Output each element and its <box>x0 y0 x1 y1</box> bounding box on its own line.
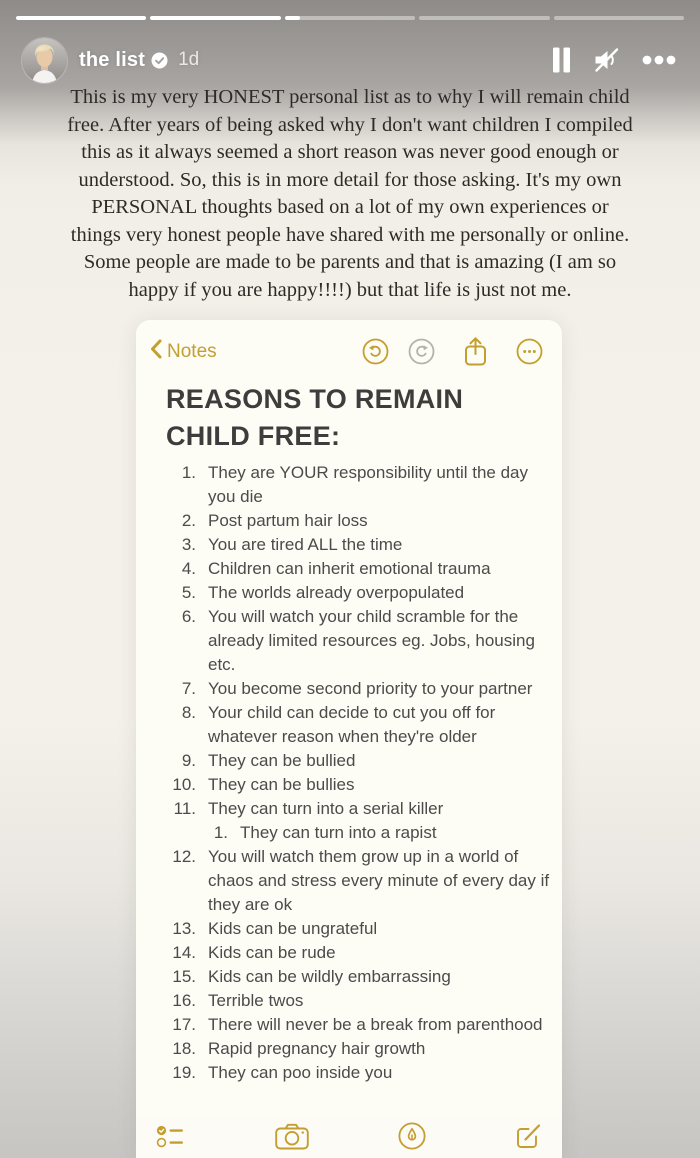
undo-icon[interactable] <box>362 338 389 365</box>
progress-segment <box>285 16 415 20</box>
share-icon[interactable] <box>463 336 488 367</box>
list-item <box>136 605 562 677</box>
list-item <box>136 773 562 797</box>
story-header <box>22 37 676 83</box>
compose-icon[interactable] <box>514 1122 542 1150</box>
list-item-number: 7. <box>181 679 196 698</box>
list-item <box>136 749 562 773</box>
camera-icon[interactable] <box>275 1123 309 1150</box>
list-item-number: 6. <box>181 607 196 626</box>
list-item-text: They can be bullied <box>208 751 356 770</box>
list-item-text: Kids can be rude <box>208 943 336 962</box>
list-item <box>136 941 562 965</box>
list-item-text: Terrible twos <box>208 991 304 1010</box>
list-item-text: They can turn into a serial killer <box>208 799 444 818</box>
list-item-number: 8. <box>181 703 196 722</box>
list-item <box>136 701 562 749</box>
list-item <box>136 845 562 917</box>
note-title: REASONS TO REMAIN CHILD FREE: <box>166 384 464 451</box>
progress-segment <box>16 16 146 20</box>
list-item-text: Your child can decide to cut you off for whatever reason when they're older <box>208 703 496 746</box>
list-item-number: 1. <box>181 463 196 482</box>
list-item-text: You will watch them grow up in a world of chaos and stress every minute of every day if they are ok <box>208 847 550 914</box>
list-item-text: Kids can be ungrateful <box>208 919 378 938</box>
notes-back-label: Notes <box>167 340 217 362</box>
list-item <box>136 533 562 557</box>
list-item-number: 14. <box>172 943 196 962</box>
note-editable-content[interactable] <box>136 367 562 1118</box>
list-item-text: You become second priority to your partner <box>208 679 533 698</box>
list-item-text: Children can inherit emotional trauma <box>208 559 491 578</box>
list-item-number: 3. <box>181 535 196 554</box>
list-item <box>136 557 562 581</box>
story-timestamp: 1d <box>178 49 200 70</box>
list-item <box>136 965 562 989</box>
username[interactable]: the list <box>79 48 146 71</box>
checklist-icon[interactable] <box>156 1125 187 1148</box>
list-item <box>136 797 562 821</box>
list-item-text: They can poo inside you <box>208 1063 393 1082</box>
list-item-text: There will never be a break from parenthood <box>208 1015 543 1034</box>
story-progress-bar <box>16 16 684 20</box>
list-item <box>136 1037 562 1061</box>
list-item <box>136 677 562 701</box>
list-item <box>136 581 562 605</box>
verified-badge-icon <box>151 52 168 69</box>
list-item-text: Rapid pregnancy hair growth <box>208 1039 426 1058</box>
list-item-number: 9. <box>181 751 196 770</box>
progress-segment <box>150 16 280 20</box>
notes-header <box>136 320 562 367</box>
list-item-number: 15. <box>172 967 196 986</box>
list-item-number: 1. <box>213 823 228 842</box>
list-item-text: They can be bullies <box>208 775 355 794</box>
avatar[interactable] <box>22 38 67 83</box>
notes-app-screenshot <box>136 320 562 1158</box>
progress-segment <box>554 16 684 20</box>
list-item <box>136 821 562 845</box>
list-item-number: 12. <box>172 847 196 866</box>
list-item-number: 11. <box>173 799 196 818</box>
list-item-number: 18. <box>172 1039 196 1058</box>
list-item-text: They can turn into a rapist <box>240 823 437 842</box>
list-item-number: 4. <box>181 559 196 578</box>
progress-segment <box>419 16 549 20</box>
notes-back-button[interactable] <box>150 339 217 365</box>
list-item-text: They are YOUR responsibility until the day you die <box>208 463 529 506</box>
list-item-text: You are tired ALL the time <box>208 535 403 554</box>
notes-toolbar <box>136 1118 562 1158</box>
list-item-number: 10. <box>172 775 196 794</box>
list-item-number: 2. <box>181 511 196 530</box>
list-item-text: The worlds already overpopulated <box>208 583 465 602</box>
intro-paragraph: This is my very HONEST personal list as to why I will remain child free. After years of being asked why I don't want children I compiled this as it always seemed a short reason was never good enough or understood. So, this is in more detail for those asking. It's my own PERSONAL thoughts based on a lot of my own experiences or things very honest people have shared with me personally or online. Some people are made to be parents and that is amazing (I am so happy if you are happy!!!!) but that life is just not me. <box>67 86 633 301</box>
list-item <box>136 989 562 1013</box>
markup-icon[interactable] <box>398 1122 426 1150</box>
list-item <box>136 1061 562 1085</box>
chevron-left-icon <box>150 339 162 365</box>
list-item-number: 19. <box>172 1063 196 1082</box>
list-item <box>136 917 562 941</box>
redo-icon <box>408 338 435 365</box>
muted-audio-icon[interactable] <box>593 47 620 73</box>
note-list <box>136 461 562 1085</box>
list-item-number: 16. <box>172 991 196 1010</box>
list-item-text: Post partum hair loss <box>208 511 368 530</box>
list-item-number: 5. <box>181 583 196 602</box>
list-item-number: 13. <box>172 919 196 938</box>
list-item <box>136 461 562 509</box>
list-item-number: 17. <box>172 1015 196 1034</box>
list-item-text: You will watch your child scramble for the already limited resources eg. Jobs, housing etc. <box>208 607 535 674</box>
list-item-text: Kids can be wildly embarrassing <box>208 967 451 986</box>
pause-icon[interactable] <box>552 47 571 73</box>
ellipsis-icon[interactable] <box>516 338 543 365</box>
list-item <box>136 1013 562 1037</box>
list-item <box>136 509 562 533</box>
more-options-icon[interactable] <box>642 55 676 65</box>
